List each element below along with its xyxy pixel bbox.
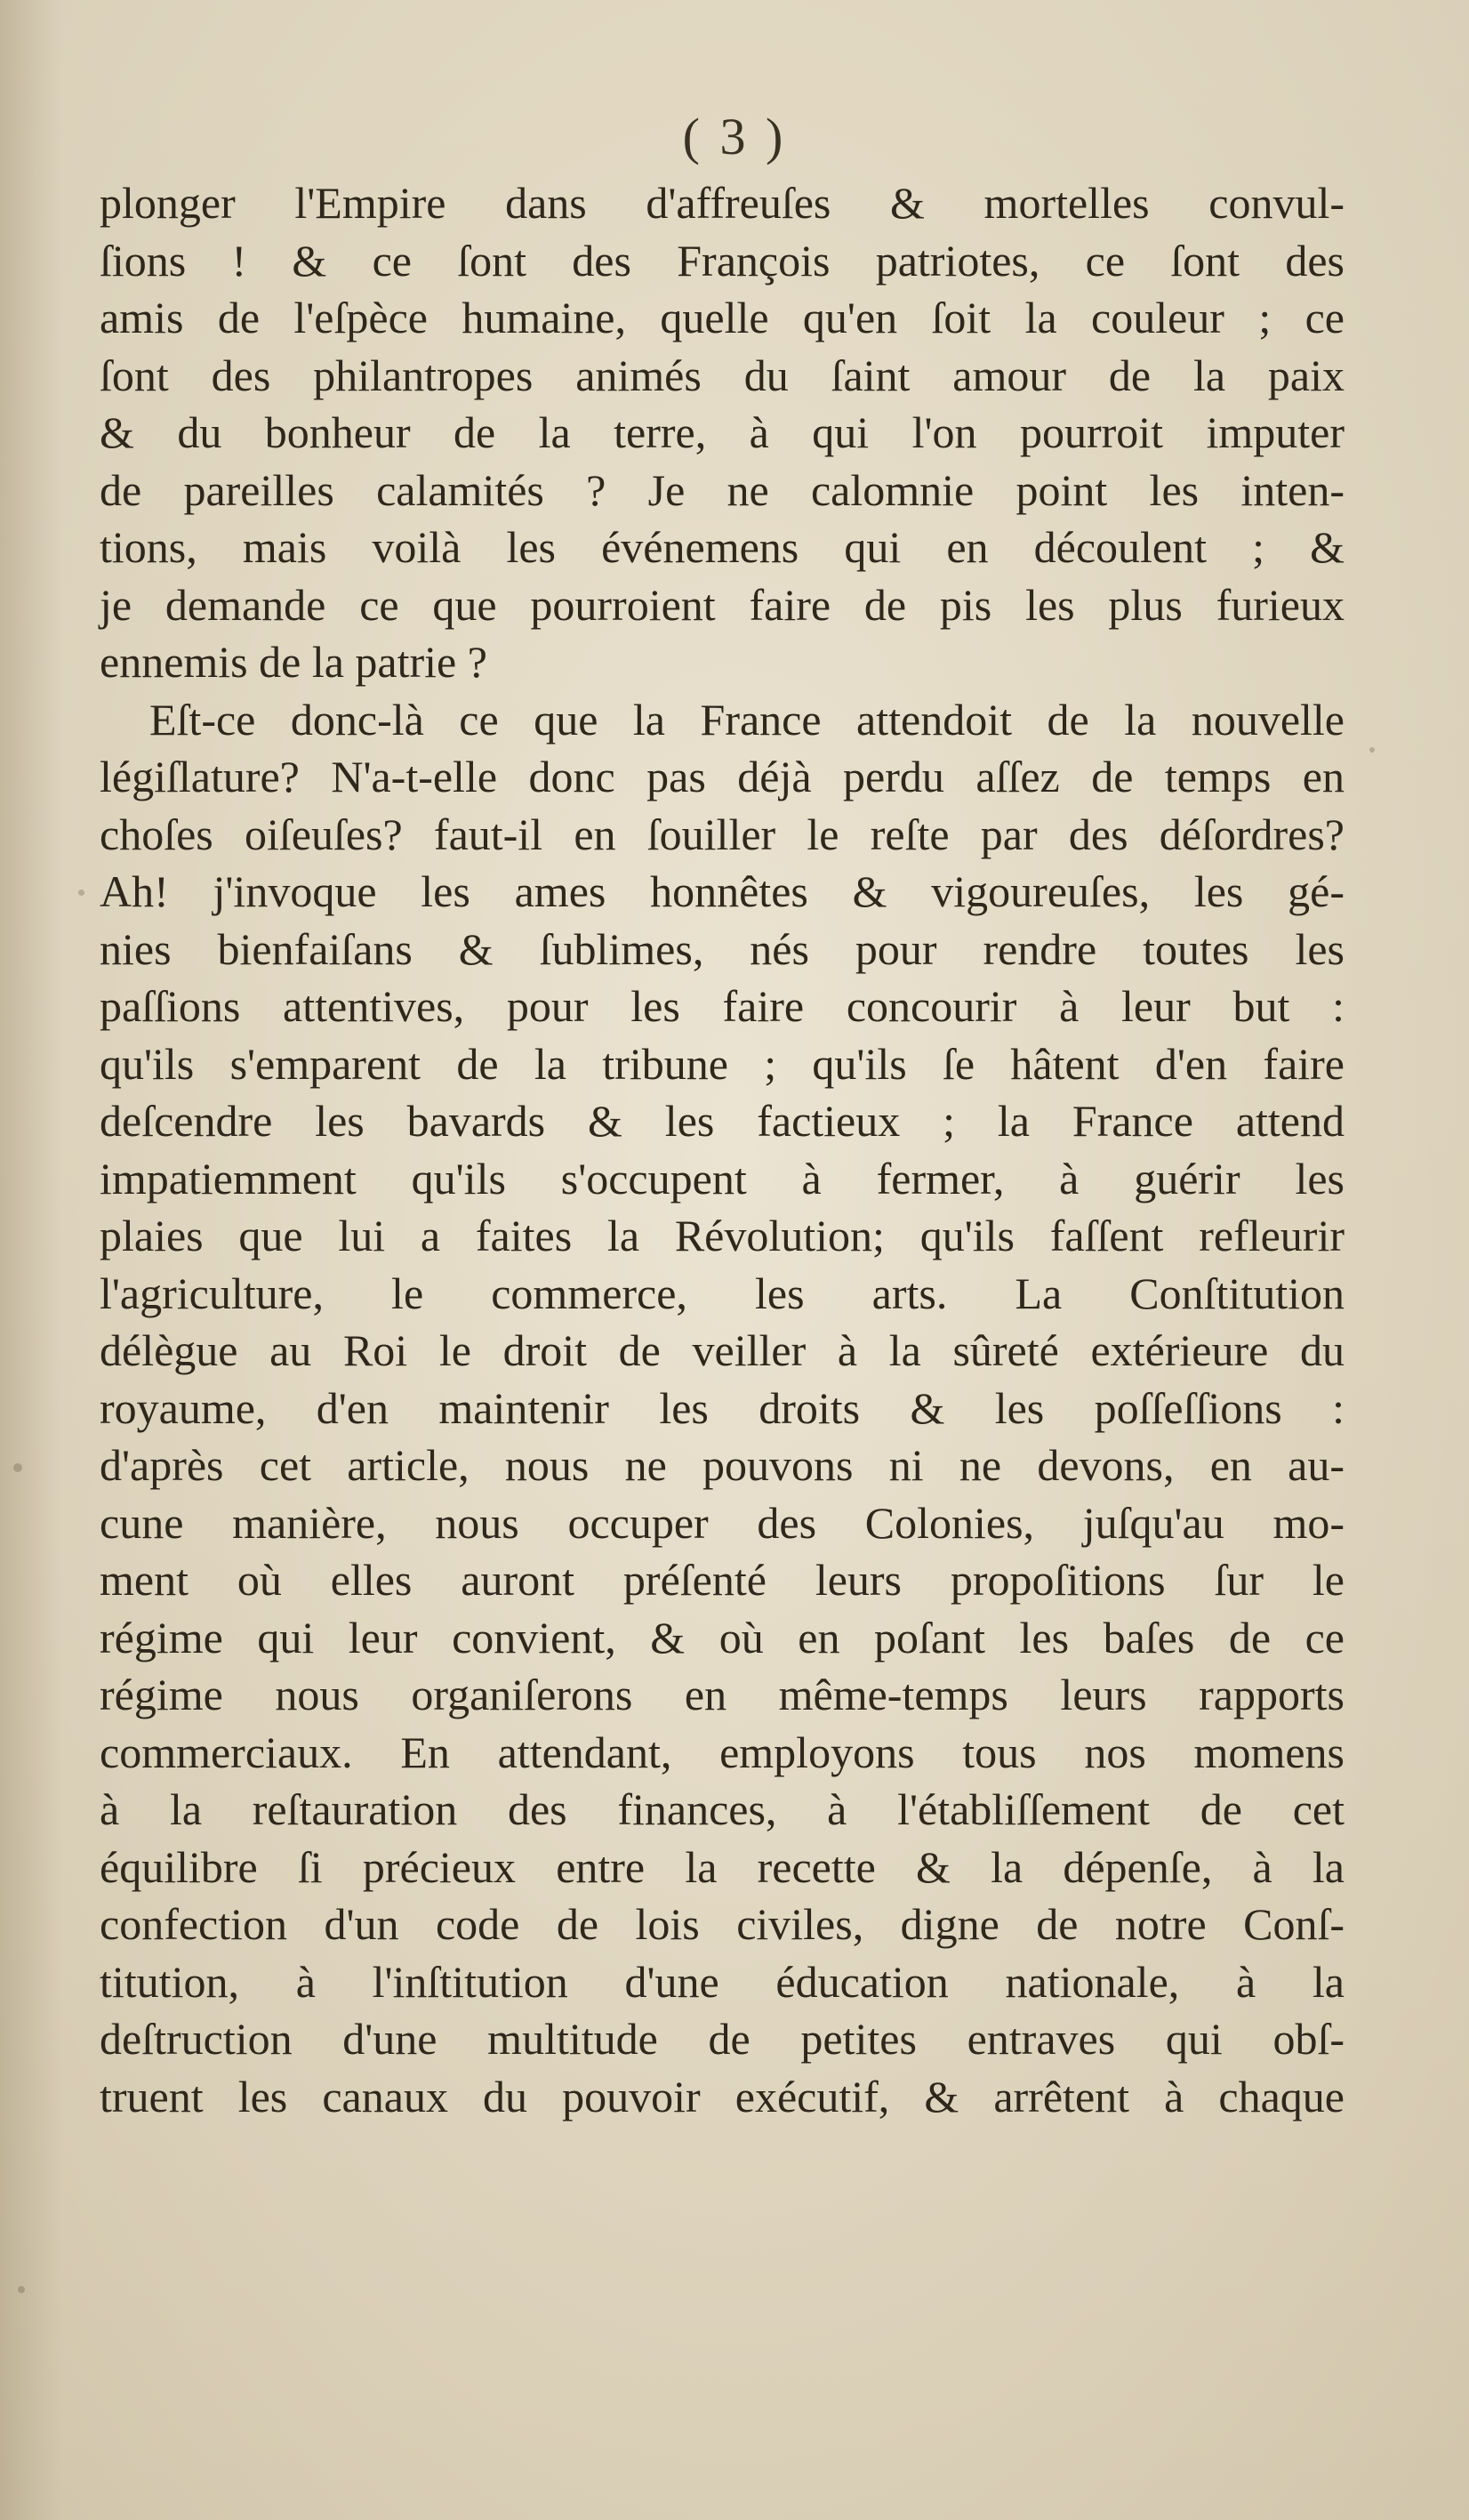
paper-speck [18,2286,25,2293]
text-line: équilibre ſi précieux entre la recette & la dépenſe, à la [100,1841,1345,1892]
text-line: légiſlature? N'a-t-elle donc pas déjà perdu aſſez de temps en [100,752,1345,801]
text-line: deſtruction d'une multitude de petites entraves qui obſ- [100,2014,1345,2064]
paper-speck [13,1463,22,1472]
text-line: régime qui leur convient, & où en poſant les baſes de ce [100,1612,1345,1663]
text-line: à la reſtauration des finances, à l'établiſſement de cet [100,1784,1345,1834]
text-line: impatiemment qu'ils s'occupent à fermer, à guérir les [100,1153,1345,1204]
text-line: confection d'un code de lois civiles, digne de notre Conſ- [100,1899,1345,1949]
paper-speck [78,890,84,896]
text-line: qu'ils s'emparent de la tribune ; qu'ils ſe hâtent d'en faire [100,1038,1345,1089]
text-line: amis de l'eſpèce humaine, quelle qu'en ſoit la couleur ; ce [100,293,1345,342]
text-line: ment où elles auront préſenté leurs propoſitions ſur le [100,1555,1345,1605]
text-line: nies bienfaiſans & ſublimes, nés pour rendre toutes les [100,923,1345,974]
page-number: ( 3 ) [682,108,787,165]
paper-speck [1369,747,1375,753]
text-line: commerciaux. En attendant, employons tous nos momens [100,1727,1345,1777]
text-line: paſſions attentives, pour les faire concourir à leur but : [100,981,1345,1031]
text-line: ſont des philantropes animés du ſaint amour de la paix [100,350,1345,400]
text-line: l'agriculture, le commerce, les arts. La Conſtitution [100,1268,1345,1318]
text-line: truent les canaux du pouvoir exécutif, & arrêtent à chaque [100,2071,1345,2121]
page-edge-shadow [0,0,62,2520]
text-line: Ah! j'invoque les ames honnêtes & vigoureuſes, les gé- [100,866,1345,916]
text-line: plonger l'Empire dans d'affreuſes & mortelles convul- [100,178,1345,228]
text-line: je demande ce que pourroient faire de pis les plus furieux [100,579,1345,630]
text-line: ennemis de la patrie ? [100,637,487,687]
text-line: régime nous organiſerons en même-temps leurs rapports [100,1670,1345,1719]
text-line: titution, à l'inſtitution d'une éducation nationale, à la [100,1956,1345,2007]
text-line: de pareilles calamités ? Je ne calomnie point les inten- [100,464,1345,515]
text-line: deſcendre les bavards & les factieux ; la France attend [100,1096,1345,1146]
text-line: Eſt-ce donc-là ce que la France attendoit de la nouvelle [149,694,1345,745]
text-line: choſes oiſeuſes? faut-il en ſouiller le reſte par des déſordres? [100,809,1345,859]
text-line: plaies que lui a faites la Révolution; qu'ils faſſent refleurir [100,1211,1345,1260]
text-line: & du bonheur de la terre, à qui l'on pourroit imputer [100,407,1345,457]
text-line: délègue au Roi le droit de veiller à la sûreté extérieure du [100,1325,1345,1375]
body-text [100,174,1345,2125]
text-line: cune manière, nous occuper des Colonies, juſqu'au mo- [100,1497,1345,1548]
text-line: royaume, d'en maintenir les droits & les poſſeſſions : [100,1382,1345,1433]
text-line: d'après cet article, nous ne pouvons ni ne devons, en au- [100,1440,1345,1490]
text-line: tions, mais voilà les événemens qui en découlent ; & [100,522,1345,572]
text-line: ſions ! & ce ſont des François patriotes, ce ſont des [100,235,1345,286]
